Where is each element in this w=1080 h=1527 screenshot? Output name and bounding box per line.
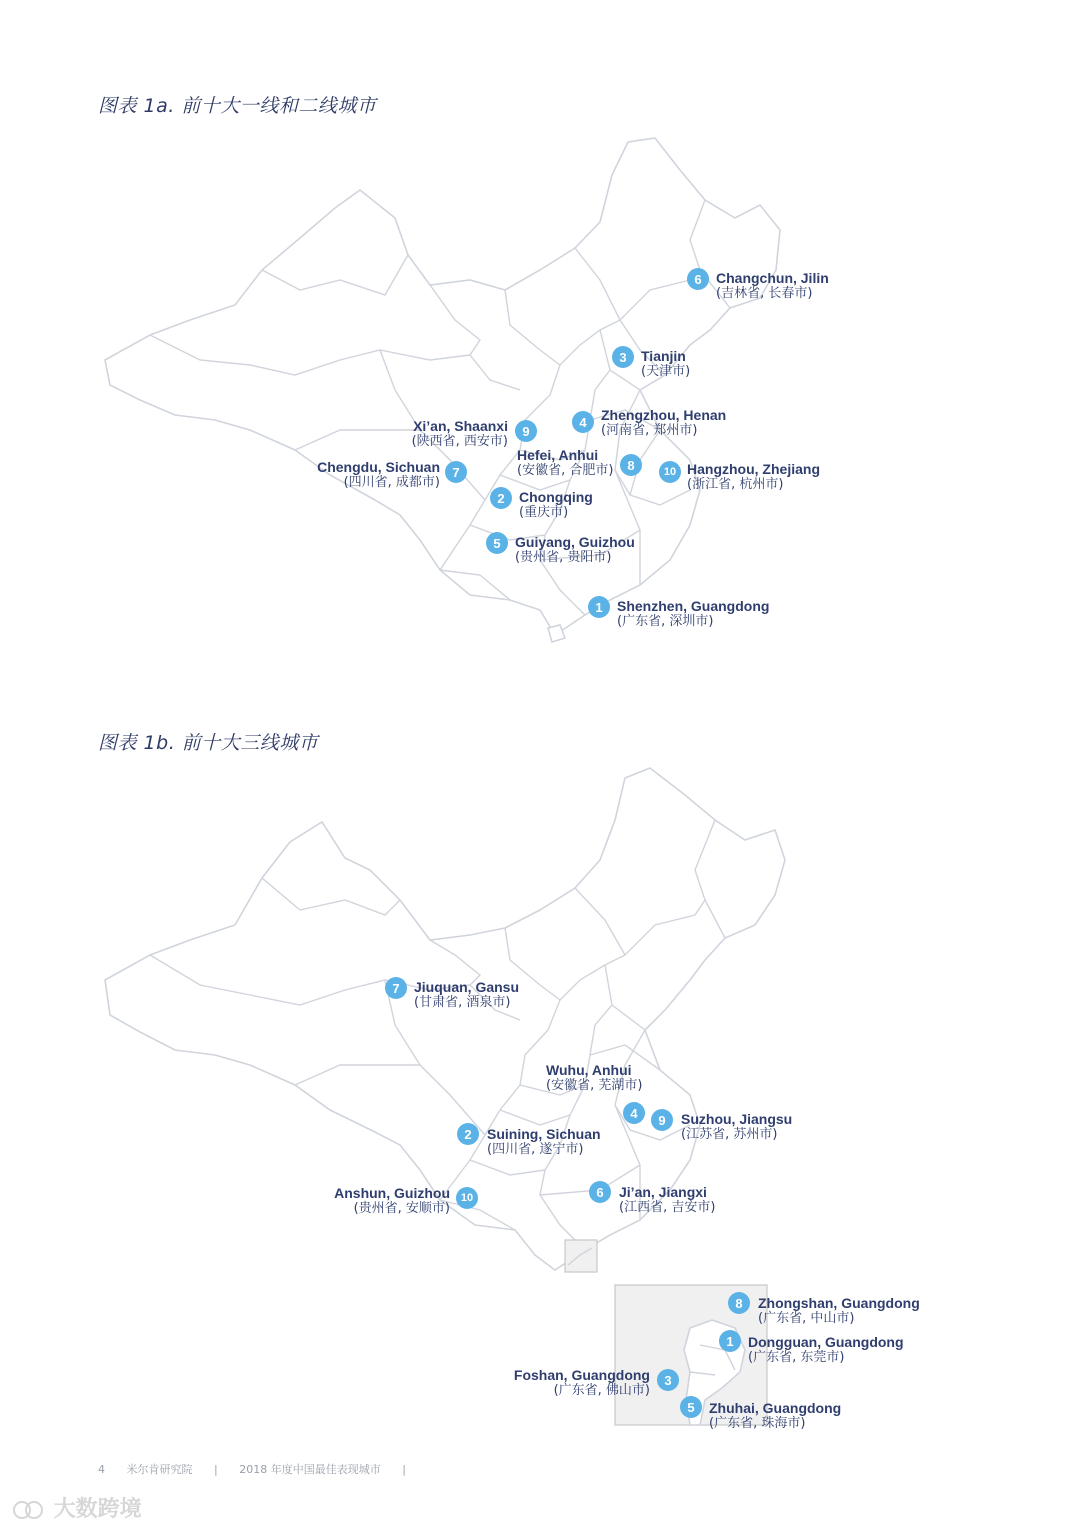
city-name-en: Tianjin (641, 348, 686, 364)
city-name-cn: (吉林省, 长春市) (716, 286, 813, 301)
city-marker: 2 (490, 487, 512, 509)
city-name-en: Hangzhou, Zhejiang (687, 461, 820, 477)
city-label (758, 1295, 920, 1327)
city-label (487, 1126, 601, 1158)
city-name-cn: (陕西省, 西安市) (411, 434, 508, 449)
footer-org: 米尔肯研究院 (126, 1463, 193, 1476)
watermark (12, 1492, 142, 1523)
city-name-en: Anshun, Guizhou (334, 1185, 450, 1201)
city-label (414, 979, 519, 1011)
city-label (709, 1400, 841, 1432)
city-name-en: Shenzhen, Guangdong (617, 598, 770, 614)
city-marker: 4 (623, 1102, 645, 1124)
city-marker: 8 (728, 1292, 750, 1314)
city-label (515, 534, 635, 566)
city-name-cn: (安徽省, 合肥市) (517, 463, 614, 478)
city-name-cn: (四川省, 遂宁市) (487, 1142, 584, 1157)
city-marker: 5 (486, 532, 508, 554)
city-marker: 2 (457, 1123, 479, 1145)
city-name-cn: (四川省, 成都市) (343, 475, 440, 490)
city-name-cn: (甘肃省, 酒泉市) (414, 995, 511, 1010)
city-marker: 1 (719, 1330, 741, 1352)
city-label (517, 447, 613, 479)
city-name-cn: (广东省, 东莞市) (748, 1350, 845, 1365)
city-name-cn: (广东省, 珠海市) (709, 1416, 806, 1431)
city-name-en: Xi’an, Shaanxi (413, 418, 508, 434)
city-label (617, 598, 769, 630)
watermark-text: 大数跨境 (53, 1497, 142, 1522)
city-name-en: Foshan, Guangdong (513, 1367, 650, 1383)
city-marker: 10 (659, 461, 681, 483)
city-name-en: Changchun, Jilin (716, 270, 829, 286)
city-marker: 4 (572, 411, 594, 433)
city-name-en: Wuhu, Anhui (546, 1062, 632, 1078)
city-name-en: Suzhou, Jiangsu (681, 1111, 793, 1127)
city-name-cn: (浙江省, 杭州市) (687, 477, 784, 492)
city-label (300, 459, 440, 491)
city-marker: 6 (589, 1181, 611, 1203)
city-marker: 3 (657, 1369, 679, 1391)
city-marker: 8 (620, 454, 642, 476)
city-marker: 1 (588, 596, 610, 618)
city-marker: 3 (612, 346, 634, 368)
city-marker: 6 (687, 268, 709, 290)
city-name-en: Suining, Sichuan (487, 1126, 601, 1142)
footer-separator: | (402, 1463, 406, 1476)
city-label (519, 489, 593, 521)
figure-1a-title: 图表 1a. 前十大一线和二线城市 (98, 95, 377, 117)
city-name-cn: (广东省, 佛山市) (553, 1383, 650, 1398)
city-label (687, 461, 820, 493)
city-label (310, 1185, 450, 1217)
city-name-cn: (重庆市) (519, 505, 569, 520)
page-number: 4 (98, 1463, 105, 1476)
city-name-en: Chongqing (519, 489, 593, 505)
city-name-en: Zhengzhou, Henan (601, 407, 727, 423)
city-name-en: Ji’an, Jiangxi (619, 1184, 707, 1200)
city-name-en: Hefei, Anhui (517, 447, 599, 463)
city-label (681, 1111, 792, 1143)
city-name-en: Dongguan, Guangdong (748, 1334, 904, 1350)
city-label (748, 1334, 904, 1366)
city-name-cn: (贵州省, 安顺市) (353, 1201, 450, 1216)
city-label (619, 1184, 715, 1216)
china-map-1b (0, 760, 1080, 1440)
city-name-cn: (江西省, 吉安市) (619, 1200, 716, 1215)
footer-separator: | (214, 1463, 218, 1476)
city-name-en: Zhuhai, Guangdong (709, 1400, 842, 1416)
city-name-cn: (贵州省, 贵阳市) (515, 550, 612, 565)
footer-report: 2018 年度中国最佳表现城市 (239, 1463, 381, 1476)
map-outline (105, 768, 785, 1425)
city-marker: 7 (445, 461, 467, 483)
inset-source-box (565, 1240, 597, 1272)
figure-1b-title: 图表 1b. 前十大三线城市 (98, 732, 319, 754)
city-name-en: Guiyang, Guizhou (515, 534, 635, 550)
city-label (380, 418, 508, 450)
city-name-cn: (江苏省, 苏州市) (681, 1127, 778, 1142)
map-outline (105, 138, 780, 642)
watermark-logo-icon (12, 1498, 46, 1522)
city-marker: 9 (651, 1109, 673, 1131)
city-label (716, 270, 829, 302)
city-name-cn: (广东省, 深圳市) (617, 614, 714, 629)
city-name-en: Chengdu, Sichuan (317, 459, 440, 475)
city-name-cn: (广东省, 中山市) (758, 1311, 855, 1326)
city-marker: 5 (680, 1396, 702, 1418)
city-marker: 9 (515, 420, 537, 442)
city-label (601, 407, 726, 439)
city-marker: 7 (385, 977, 407, 999)
city-name-en: Jiuquan, Gansu (414, 979, 520, 995)
city-marker: 10 (456, 1187, 478, 1209)
city-name-cn: (河南省, 郑州市) (601, 423, 698, 438)
city-label (641, 348, 690, 380)
city-label (500, 1367, 650, 1399)
city-name-cn: (天津市) (641, 364, 691, 379)
china-map-1a (0, 130, 1080, 650)
city-name-cn: (安徽省, 芜湖市) (546, 1078, 643, 1093)
city-name-en: Zhongshan, Guangdong (758, 1295, 920, 1311)
city-label (546, 1062, 642, 1094)
page-footer (98, 1461, 424, 1477)
